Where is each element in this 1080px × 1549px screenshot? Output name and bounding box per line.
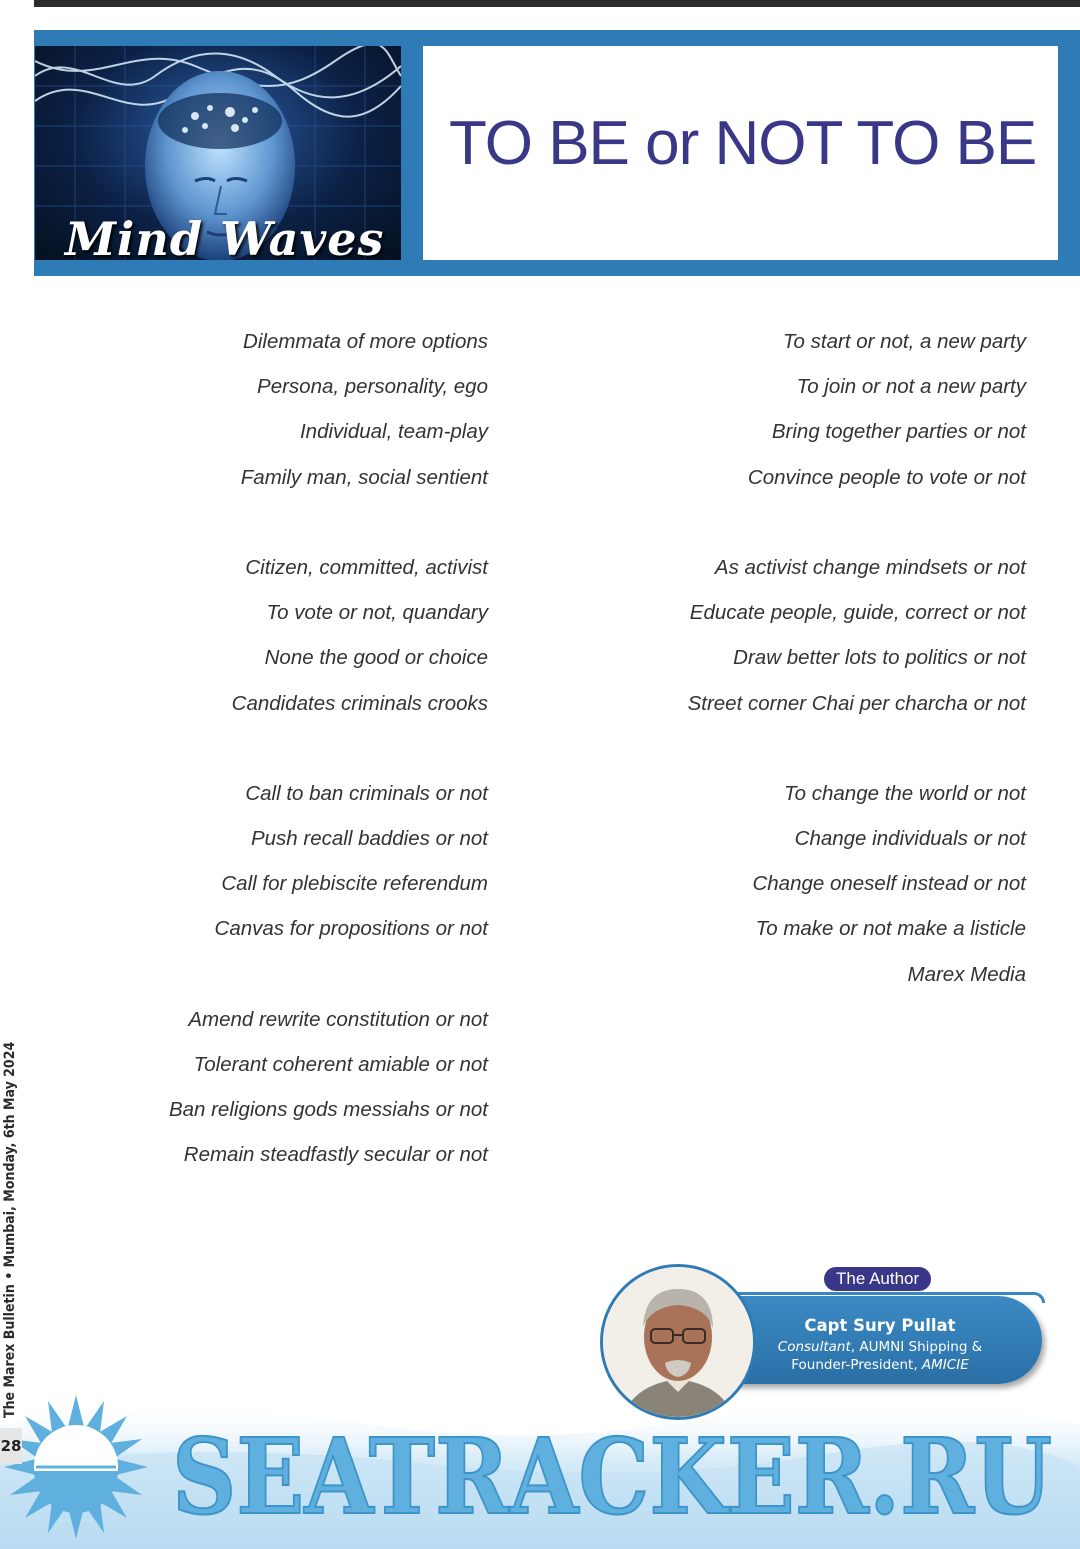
poem-line: Educate people, guide, correct or not: [689, 601, 1026, 625]
author-role: [760, 1338, 1000, 1374]
author-role-prefix: Founder-President,: [791, 1357, 922, 1373]
poem-line: Tolerant coherent amiable or not: [193, 1053, 488, 1076]
watermark-text: SEATRACKER.RU: [172, 1415, 1052, 1538]
stanza-break: [688, 738, 1026, 783]
poem-line: Draw better lots to politics or not: [733, 646, 1026, 670]
poem-line: To vote or not, quandary: [266, 601, 488, 625]
poem-line: As activist change mindsets or not: [714, 555, 1026, 579]
poem-line: None the good or choice: [264, 646, 488, 670]
poem-line: To make or not make a listicle: [755, 917, 1026, 941]
poem-line: Citizen, committed, activist: [245, 555, 488, 579]
publication-name: The Marex Bulletin: [2, 1284, 18, 1418]
poem-signature: Marex Media: [907, 963, 1026, 986]
poem-line: Remain steadfastly secular or not: [183, 1143, 488, 1167]
poem-line: Call for plebiscite referendum: [221, 872, 488, 896]
poem-line: Change oneself instead or not: [752, 872, 1026, 896]
author-role-org-line1: , AUMNI Shipping &: [850, 1339, 983, 1355]
page-number: 28: [0, 1428, 22, 1464]
publication-city: Mumbai: [2, 1210, 18, 1268]
sun-burst-icon: [4, 1395, 148, 1539]
poem-line: Canvas for propositions or not: [214, 917, 488, 941]
author-tag: The Author: [824, 1267, 931, 1291]
stanza-break: [688, 512, 1026, 557]
poem-line: Dilemmata of more options: [243, 330, 488, 353]
page-title: TO BE or NOT TO BE: [449, 109, 1037, 178]
watermark: [0, 1395, 1080, 1545]
author-role-title: Consultant: [777, 1339, 851, 1355]
poem-line: Call to ban criminals or not: [245, 781, 488, 805]
poem-line: Convince people to vote or not: [747, 465, 1026, 489]
poem-line: Bring together parties or not: [771, 420, 1026, 444]
poem-line: Change individuals or not: [794, 827, 1026, 851]
stanza-break: [169, 964, 488, 1009]
poem-line: Family man, social sentient: [240, 465, 488, 489]
poem-line: Candidates criminals crooks: [231, 691, 488, 715]
poem-line: Individual, team-play: [299, 420, 488, 444]
poem-line: To change the world or not: [784, 781, 1026, 805]
stanza-break: [169, 738, 488, 783]
title-box: [423, 46, 1058, 260]
publication-date: Monday, 6th May 2024: [2, 1041, 18, 1202]
poem-right-column: [688, 331, 1026, 964]
top-rule: [34, 0, 1080, 7]
stanza-break: [169, 512, 488, 557]
poem-line: To start or not, a new party: [782, 330, 1026, 353]
poem-line: Push recall baddies or not: [250, 827, 488, 851]
mind-waves-header-image: [35, 46, 401, 260]
poem-line: Persona, personality, ego: [257, 375, 488, 399]
author-role-org: AMICIE: [921, 1357, 969, 1373]
author-name: Capt Sury Pullat: [804, 1316, 956, 1335]
poem-line: To join or not a new party: [796, 375, 1026, 399]
poem-left-column: [169, 331, 488, 1190]
poem-line: Street corner Chai per charcha or not: [687, 691, 1026, 715]
poem-line: Amend rewrite constitution or not: [188, 1007, 488, 1031]
mind-waves-logo: Mind Waves: [65, 212, 385, 260]
publication-footer: The Marex Bulletin • Mumbai, Monday, 6th May 2024: [2, 1041, 18, 1418]
poem-line: Ban religions gods messiahs or not: [168, 1098, 488, 1122]
